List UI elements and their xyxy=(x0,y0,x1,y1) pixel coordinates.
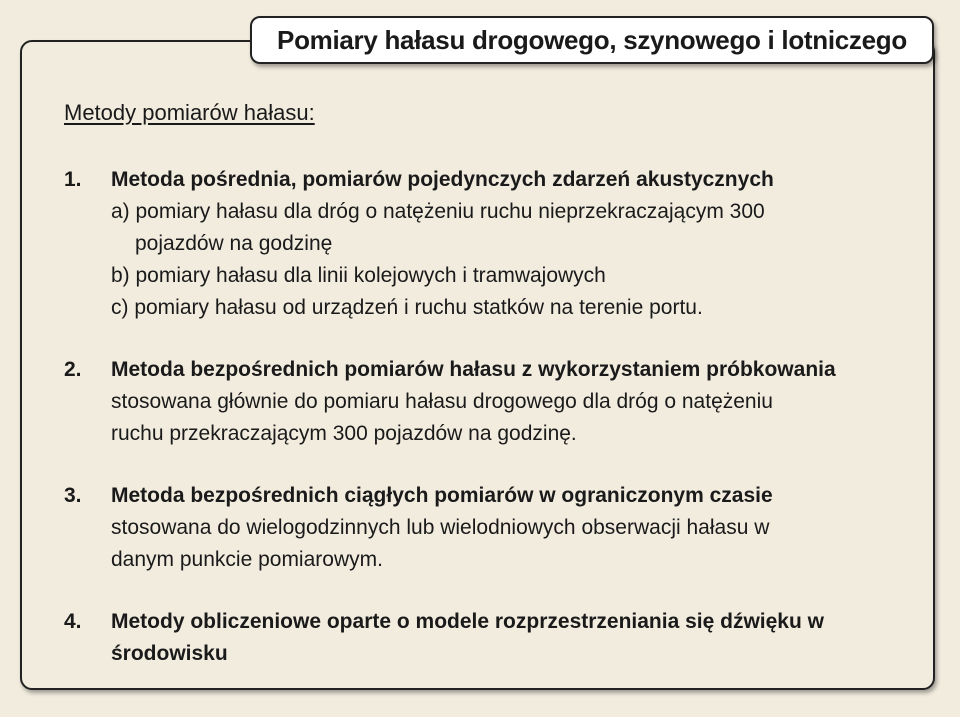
method-title: Metody obliczeniowe oparte o modele rozprzestrzeniania się dźwięku w xyxy=(111,610,824,633)
method-number: 2. xyxy=(64,358,82,381)
method-line: stosowana do wielogodzinnych lub wielodniowych obserwacji hałasu w xyxy=(111,516,770,539)
method-line: ruchu przekraczającym 300 pojazdów na godzinę. xyxy=(111,422,577,445)
method-title: Metoda bezpośrednich ciągłych pomiarów w ograniczonym czasie xyxy=(111,484,773,507)
slide-title: Pomiary hałasu drogowego, szynowego i lotniczego xyxy=(277,24,907,55)
method-number: 1. xyxy=(64,168,82,191)
method-number: 4. xyxy=(64,610,82,633)
method-line: pojazdów na godzinę xyxy=(135,232,333,255)
method-4 xyxy=(64,606,934,670)
method-line: stosowana głównie do pomiaru hałasu drogowego dla dróg o natężeniu xyxy=(111,390,773,413)
method-3 xyxy=(64,480,934,576)
method-title: Metoda pośrednia, pomiarów pojedynczych zdarzeń akustycznych xyxy=(111,168,774,191)
method-2 xyxy=(64,354,934,450)
method-number: 3. xyxy=(64,484,82,507)
method-line: danym punkcie pomiarowym. xyxy=(111,548,383,571)
method-line: c) pomiary hałasu od urządzeń i ruchu statków na terenie portu. xyxy=(111,296,703,319)
method-line: a) pomiary hałasu dla dróg o natężeniu ruchu nieprzekraczającym 300 xyxy=(111,200,765,223)
method-title: środowisku xyxy=(111,642,228,665)
method-1 xyxy=(64,164,934,324)
method-list xyxy=(64,164,934,670)
title-box xyxy=(250,16,934,64)
section-heading: Metody pomiarów hałasu: xyxy=(64,100,315,125)
method-line: b) pomiary hałasu dla linii kolejowych i tramwajowych xyxy=(111,264,606,287)
method-title: Metoda bezpośrednich pomiarów hałasu z wykorzystaniem próbkowania xyxy=(111,358,836,381)
